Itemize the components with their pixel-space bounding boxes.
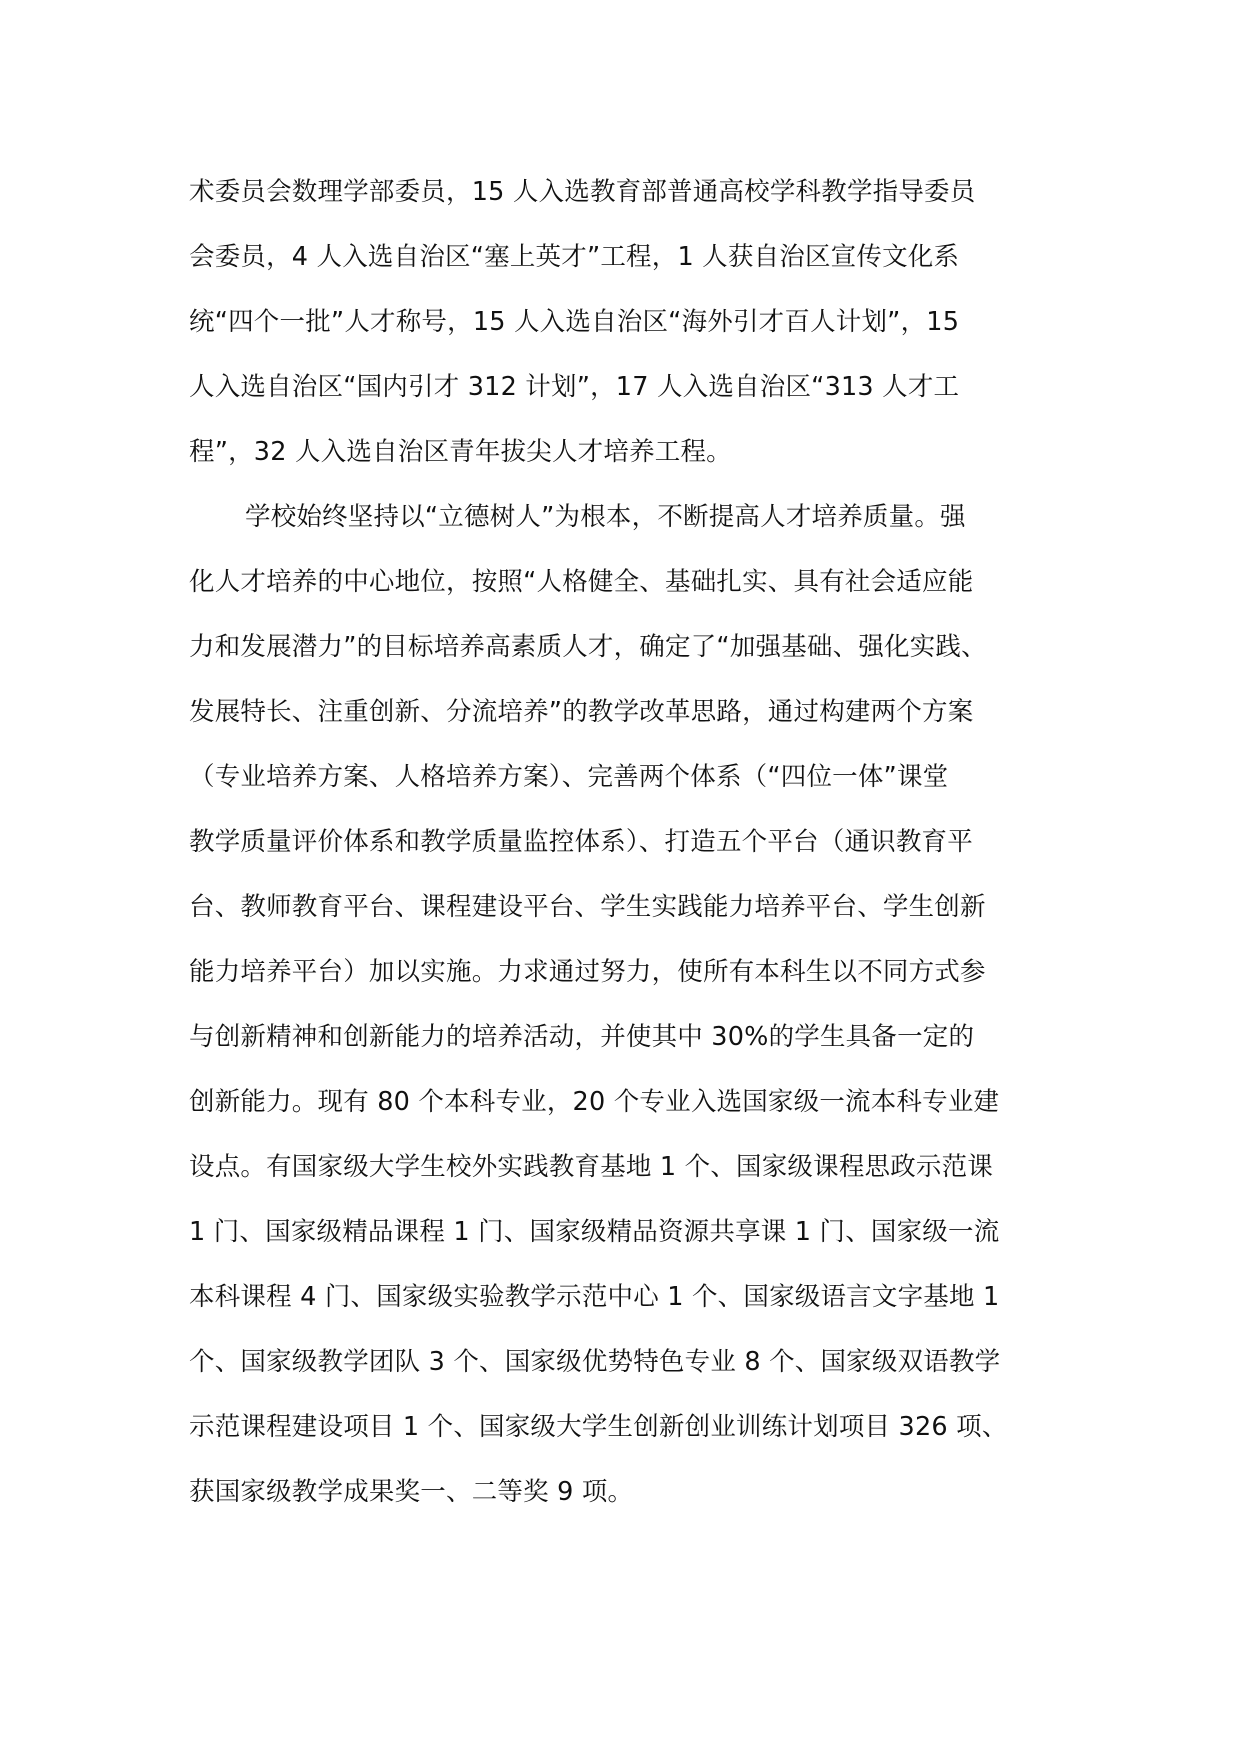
text-line: 化人才培养的中心地位，按照“人格健全、基础扎实、具有社会适应能	[189, 567, 974, 597]
text-line: 创新能力。现有 80 个本科专业，20 个专业入选国家级一流本科专业建	[189, 1087, 1000, 1117]
text-line: 能力培养平台）加以实施。力求通过努力，使所有本科生以不同方式参	[189, 957, 986, 987]
text-line: 统“四个一批”人才称号，15 人入选自治区“海外引才百人计划”，15	[189, 307, 960, 337]
text-line: 教学质量评价体系和教学质量监控体系）、打造五个平台（通识教育平	[189, 827, 973, 857]
text-line: 1 门、国家级精品课程 1 门、国家级精品资源共享课 1 门、国家级一流	[189, 1217, 1000, 1247]
text-line: 获国家级教学成果奖一、二等奖 9 项。	[189, 1477, 634, 1507]
text-line: 程”，32 人入选自治区青年拔尖人才培养工程。	[189, 437, 732, 467]
paragraph-first-line: 学校始终坚持以“立德树人”为根本，不断提高人才培养质量。强	[245, 502, 966, 532]
text-line: 术委员会数理学部委员，15 人入选教育部普通高校学科教学指导委员	[189, 177, 976, 207]
text-line: （专业培养方案、人格培养方案）、完善两个体系（“四位一体”课堂	[189, 762, 949, 792]
text-line: 设点。有国家级大学生校外实践教育基地 1 个、国家级课程思政示范课	[189, 1152, 994, 1182]
text-line: 发展特长、注重创新、分流培养”的教学改革思路，通过构建两个方案	[189, 697, 974, 727]
text-line: 人入选自治区“国内引才 312 计划”，17 人入选自治区“313 人才工	[189, 372, 960, 402]
text-line: 个、国家级教学团队 3 个、国家级优势特色专业 8 个、国家级双语教学	[189, 1347, 1001, 1377]
text-line: 力和发展潜力”的目标培养高素质人才，确定了“加强基础、强化实践、	[189, 632, 987, 662]
body-text	[189, 160, 1069, 1525]
text-line: 本科课程 4 门、国家级实验教学示范中心 1 个、国家级语言文字基地 1	[189, 1282, 1000, 1312]
text-line: 会委员，4 人入选自治区“塞上英才”工程，1 人获自治区宣传文化系	[189, 242, 960, 272]
text-line: 台、教师教育平台、课程建设平台、学生实践能力培养平台、学生创新	[189, 892, 986, 922]
text-line: 与创新精神和创新能力的培养活动，并使其中 30%的学生具备一定的	[189, 1022, 975, 1052]
text-line: 示范课程建设项目 1 个、国家级大学生创新创业训练计划项目 326 项、	[189, 1412, 1008, 1442]
